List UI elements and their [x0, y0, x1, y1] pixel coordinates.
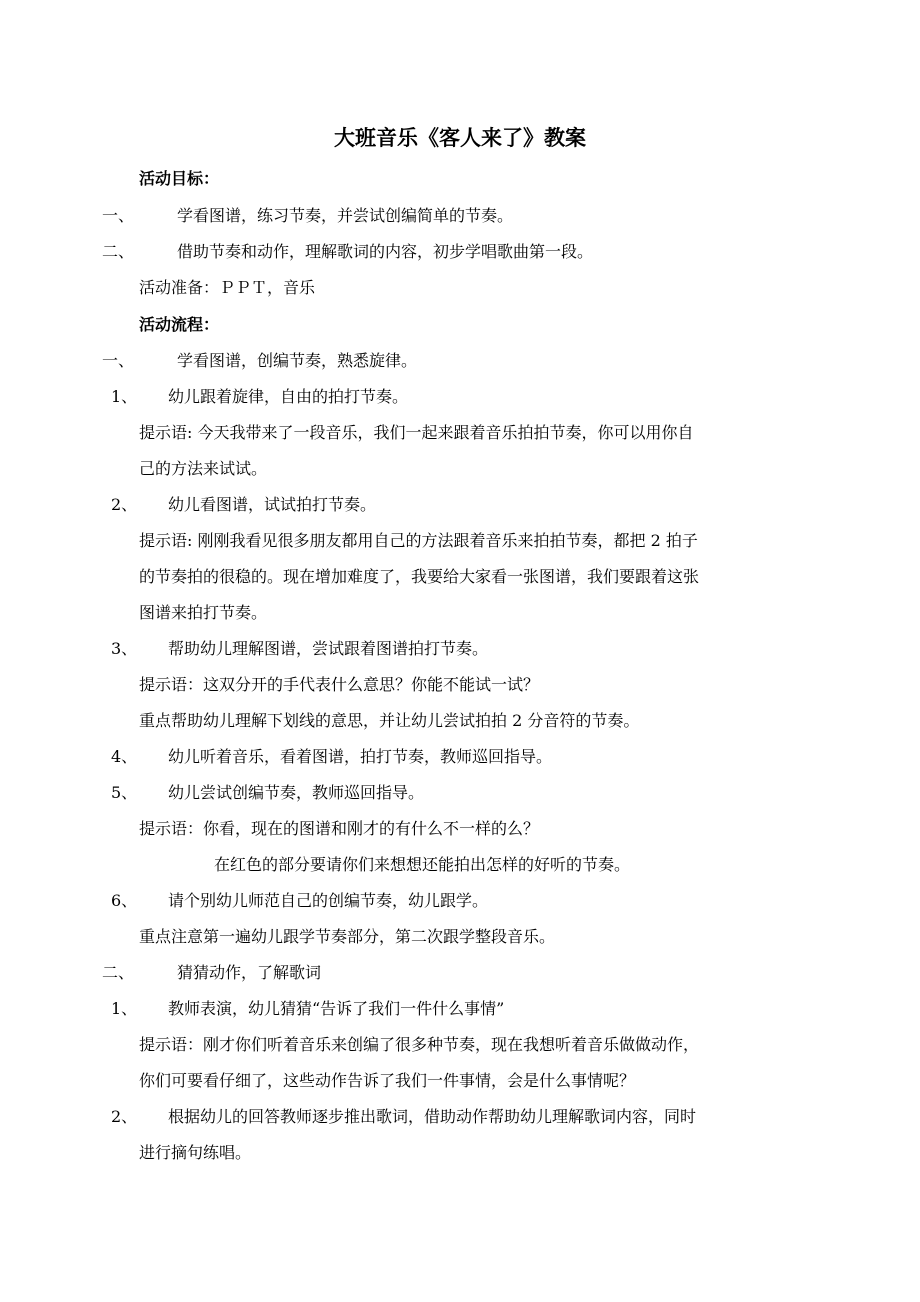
step-text: 根据幼儿的回答教师逐步推出歌词，借助动作帮助幼儿理解歌词内容，同时	[168, 1107, 697, 1126]
part-text: 猜猜动作，了解歌词	[177, 963, 322, 982]
hint-line: 提示语：刚才你们听着音乐来创编了很多种节奏，现在我想听着音乐做做动作，	[139, 1035, 700, 1054]
step-text: 幼儿听着音乐，看着图谱，拍打节奏，教师巡回指导。	[168, 747, 553, 766]
goal-num: 二、	[102, 242, 135, 261]
flow-heading: 活动流程：	[139, 315, 220, 334]
hint-line: 的节奏拍的很稳的。现在增加难度了，我要给大家看一张图谱，我们要跟着这张	[139, 567, 700, 586]
note-line: 重点注意第一遍幼儿跟学节奏部分，第二次跟学整段音乐。	[139, 927, 556, 946]
step-text: 请个别幼儿师范自己的创编节奏，幼儿跟学。	[168, 891, 489, 910]
hint-line: 提示语: 刚刚我看见很多朋友都用自己的方法跟着音乐来拍拍节奏，都把 2 拍子	[139, 531, 698, 550]
step-text: 帮助幼儿理解图谱，尝试跟着图谱拍打节奏。	[168, 639, 489, 658]
hint-line: 你们可要看仔细了，这些动作告诉了我们一件事情，会是什么事情呢？	[139, 1071, 636, 1090]
goals-heading: 活动目标：	[139, 169, 220, 188]
hint-line: 己的方法来试试。	[139, 459, 268, 478]
step-num: 2、	[111, 495, 138, 514]
prep-line: 活动准备：ＰＰＴ，音乐	[139, 278, 316, 297]
hint-line: 在红色的部分要请你们来想想还能拍出怎样的好听的节奏。	[214, 855, 631, 874]
step-text-cont: 进行摘句练唱。	[139, 1143, 252, 1162]
step-num: 1、	[111, 387, 138, 406]
step-num: 2、	[111, 1107, 138, 1126]
step-text: 幼儿尝试创编节奏，教师巡回指导。	[168, 783, 425, 802]
goal-num: 一、	[102, 206, 135, 225]
step-num: 6、	[111, 891, 138, 910]
note-line: 重点帮助幼儿理解下划线的意思，并让幼儿尝试拍拍 2 分音符的节奏。	[139, 711, 640, 730]
hint-line: 提示语：这双分开的手代表什么意思？你能不能试一试？	[139, 675, 540, 694]
hint-line: 图谱来拍打节奏。	[139, 603, 268, 622]
step-num: 4、	[111, 747, 138, 766]
step-num: 3、	[111, 639, 138, 658]
step-num: 1、	[111, 999, 138, 1018]
part-num: 一、	[102, 351, 135, 370]
part-text: 学看图谱，创编节奏，熟悉旋律。	[177, 351, 418, 370]
step-text: 教师表演，幼儿猜猜“告诉了我们一件什么事情”	[168, 999, 505, 1018]
step-text: 幼儿跟着旋律，自由的拍打节奏。	[168, 387, 409, 406]
step-num: 5、	[111, 783, 138, 802]
hint-line: 提示语：你看，现在的图谱和刚才的有什么不一样的么？	[139, 819, 540, 838]
hint-line: 提示语: 今天我带来了一段音乐，我们一起来跟着音乐拍拍节奏，你可以用你自	[139, 423, 694, 442]
part-num: 二、	[102, 963, 135, 982]
page-title: 大班音乐《客人来了》教案	[334, 126, 586, 150]
goal-text: 借助节奏和动作，理解歌词的内容，初步学唱歌曲第一段。	[177, 242, 594, 261]
step-text: 幼儿看图谱，试试拍打节奏。	[168, 495, 377, 514]
goal-text: 学看图谱，练习节奏，并尝试创编简单的节奏。	[177, 206, 514, 225]
